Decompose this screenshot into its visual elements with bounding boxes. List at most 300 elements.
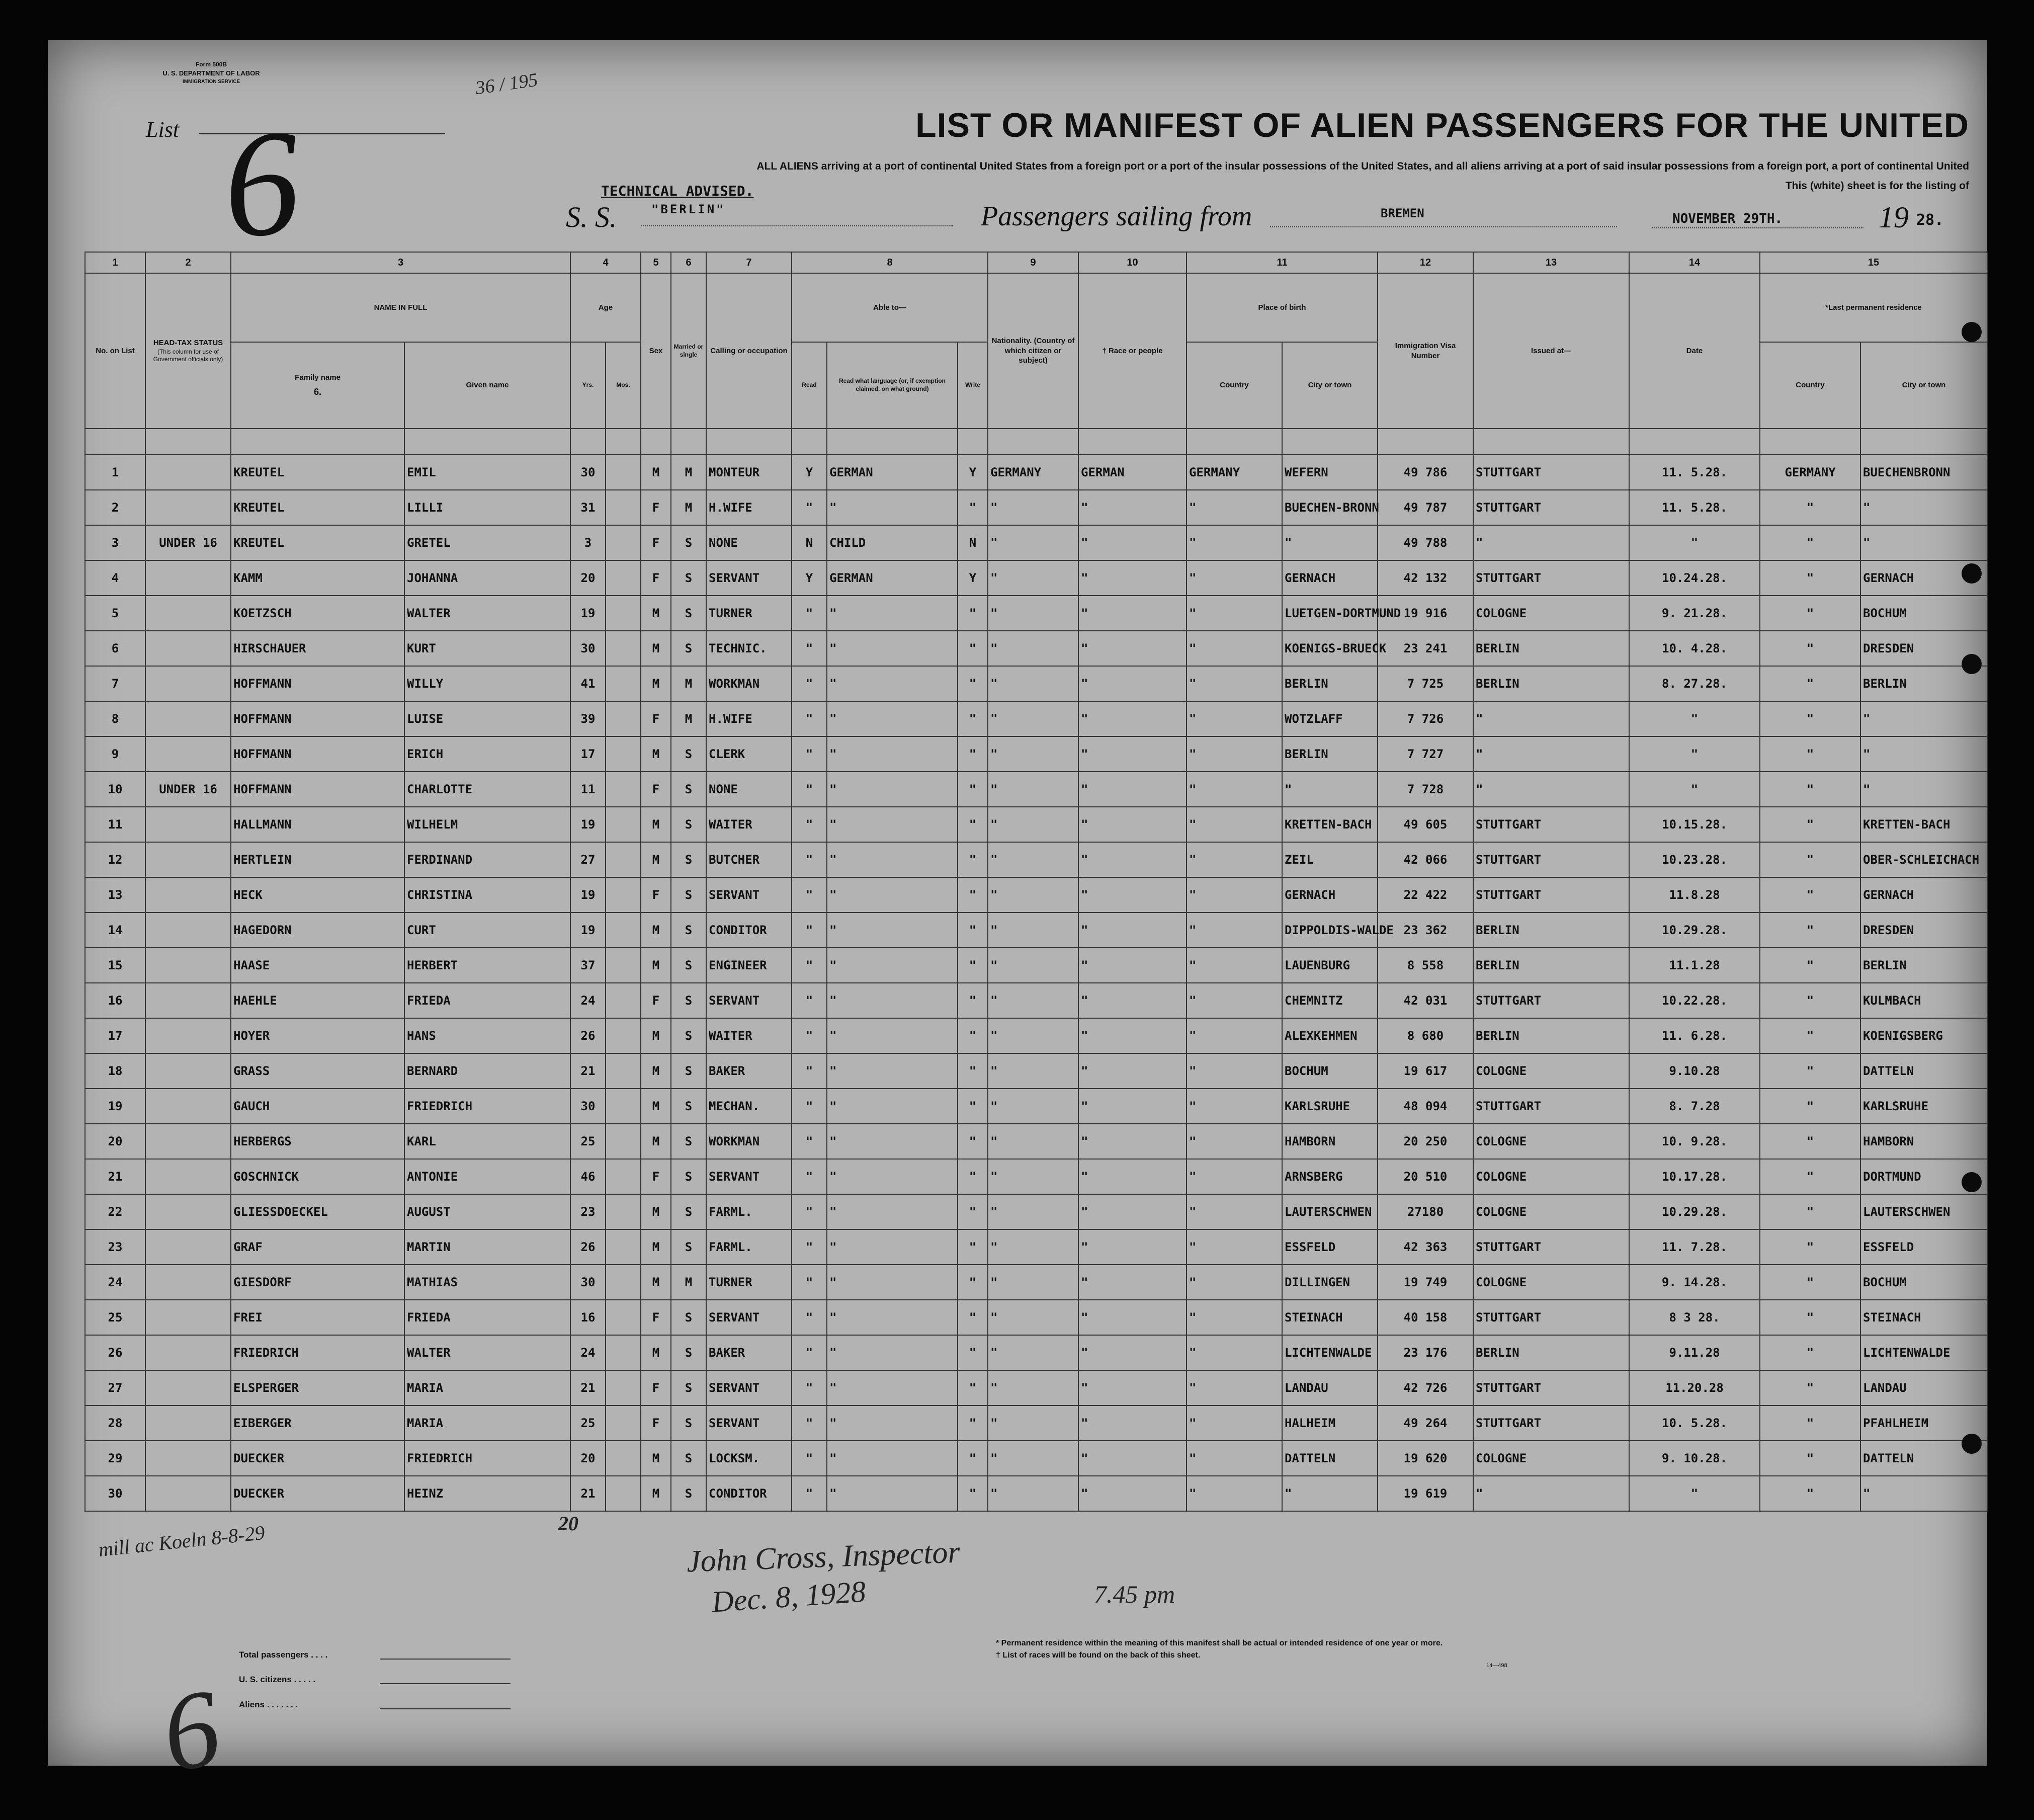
cell-res-city: KULMBACH: [1860, 983, 1987, 1018]
totals-block: [239, 1642, 327, 1717]
cell-birth-country: ": [1186, 701, 1282, 736]
cell-date: 8 3 28.: [1629, 1300, 1760, 1335]
cell-res-country: GERMANY: [1760, 455, 1860, 490]
residence-header: *Last permanent residence: [1760, 273, 1987, 342]
cell-family: HERTLEIN: [231, 842, 404, 877]
cell-no: 23: [85, 1229, 145, 1265]
cell-res-city: KOENIGSBERG: [1860, 1018, 1987, 1053]
cell-calling: SERVANT: [706, 1159, 792, 1194]
cell-sex: M: [641, 807, 671, 842]
cell-res-city: ": [1860, 490, 1987, 525]
cell-birth-country: ": [1186, 877, 1282, 913]
cell-visa: 19 916: [1378, 596, 1473, 631]
cell-given: LILLI: [404, 490, 570, 525]
cell-mos: [606, 1018, 641, 1053]
cell-family: ELSPERGER: [231, 1370, 404, 1405]
cell-res-country: ": [1760, 1300, 1860, 1335]
cell-sex: M: [641, 666, 671, 701]
cell-date: 9. 14.28.: [1629, 1265, 1760, 1300]
cell-calling: WORKMAN: [706, 666, 792, 701]
cell-issued: COLOGNE: [1473, 1441, 1629, 1476]
cell-calling: SERVANT: [706, 1405, 792, 1441]
cell-status: [145, 1053, 231, 1089]
cell-race: ": [1078, 596, 1186, 631]
cell-birth-city: DIPPOLDIS-WALDE: [1282, 913, 1378, 948]
cell-nationality: ": [988, 1194, 1078, 1229]
cell-status: [145, 948, 231, 983]
cell-sex: M: [641, 455, 671, 490]
typed-annotation: TECHNICAL ADVISED.: [601, 183, 754, 199]
cell-birth-country: ": [1186, 596, 1282, 631]
cell-date: 10. 9.28.: [1629, 1124, 1760, 1159]
cell-family: GOSCHNICK: [231, 1159, 404, 1194]
cell-language: ": [827, 772, 958, 807]
cell-birth-city: LAUENBURG: [1282, 948, 1378, 983]
cell-birth-country: ": [1186, 1476, 1282, 1511]
cell-issued: STUTTGART: [1473, 983, 1629, 1018]
cell-read: ": [792, 1300, 827, 1335]
cell-nationality: ": [988, 1089, 1078, 1124]
cell-visa: 7 728: [1378, 772, 1473, 807]
cell-race: ": [1078, 490, 1186, 525]
cell-status: [145, 807, 231, 842]
cell-age: 37: [570, 948, 606, 983]
cell-nationality: ": [988, 631, 1078, 666]
cell-given: FRIEDRICH: [404, 1441, 570, 1476]
cell-issued: STUTTGART: [1473, 807, 1629, 842]
cell-status: [145, 913, 231, 948]
cell-res-country: ": [1760, 772, 1860, 807]
cell-visa: 23 176: [1378, 1335, 1473, 1370]
cell-sex: M: [641, 1053, 671, 1089]
cell-write: ": [958, 913, 988, 948]
col-number: 11: [1186, 252, 1378, 273]
cell-res-country: ": [1760, 560, 1860, 596]
cell-read: N: [792, 525, 827, 560]
cell-given: HANS: [404, 1018, 570, 1053]
cell-mos: [606, 948, 641, 983]
cell-mos: [606, 701, 641, 736]
cell-birth-country: ": [1186, 1300, 1282, 1335]
cell-given: FRIEDA: [404, 1300, 570, 1335]
birth-city-header: City or town: [1282, 342, 1378, 429]
cell-family: KOETZSCH: [231, 596, 404, 631]
cell-birth-city: BERLIN: [1282, 666, 1378, 701]
cell-married: S: [671, 525, 706, 560]
cell-birth-country: ": [1186, 772, 1282, 807]
cell-language: ": [827, 842, 958, 877]
yrs-header: Yrs.: [570, 342, 606, 429]
cell-issued: BERLIN: [1473, 666, 1629, 701]
cell-date: 9. 21.28.: [1629, 596, 1760, 631]
cell-date: 10.24.28.: [1629, 560, 1760, 596]
passenger-row: [85, 525, 1987, 560]
cell-given: HEINZ: [404, 1476, 570, 1511]
cell-race: ": [1078, 1265, 1186, 1300]
cell-birth-country: ": [1186, 1441, 1282, 1476]
binder-hole: [1962, 1172, 1982, 1192]
cell-status: [145, 983, 231, 1018]
cell-mos: [606, 1124, 641, 1159]
cell-date: 10.23.28.: [1629, 842, 1760, 877]
cell-res-country: ": [1760, 807, 1860, 842]
cell-sex: F: [641, 701, 671, 736]
cell-status: [145, 1018, 231, 1053]
cell-issued: BERLIN: [1473, 1018, 1629, 1053]
cell-race: ": [1078, 1476, 1186, 1511]
cell-issued: BERLIN: [1473, 913, 1629, 948]
col-number: 13: [1473, 252, 1629, 273]
cell-sex: F: [641, 1370, 671, 1405]
cell-calling: TURNER: [706, 596, 792, 631]
cell-age: 21: [570, 1476, 606, 1511]
cell-language: ": [827, 1405, 958, 1441]
cell-nationality: ": [988, 666, 1078, 701]
form-number: Form 500B: [195, 61, 227, 68]
cell-mos: [606, 842, 641, 877]
cell-family: HOFFMANN: [231, 666, 404, 701]
year-prefix: 19: [1879, 201, 1909, 234]
cell-race: ": [1078, 666, 1186, 701]
cell-age: 25: [570, 1405, 606, 1441]
cell-mos: [606, 1265, 641, 1300]
cell-language: ": [827, 701, 958, 736]
cell-res-country: ": [1760, 666, 1860, 701]
cell-no: 5: [85, 596, 145, 631]
cell-issued: STUTTGART: [1473, 1229, 1629, 1265]
cell-visa: 19 617: [1378, 1053, 1473, 1089]
cell-res-city: DRESDEN: [1860, 913, 1987, 948]
cell-issued: BERLIN: [1473, 1335, 1629, 1370]
cell-visa: 19 749: [1378, 1265, 1473, 1300]
handwritten-count: 20: [558, 1512, 578, 1535]
cell-calling: SERVANT: [706, 560, 792, 596]
cell-married: S: [671, 1018, 706, 1053]
cell-nationality: ": [988, 1265, 1078, 1300]
cell-married: S: [671, 560, 706, 596]
cell-nationality: ": [988, 736, 1078, 772]
col-number: 6: [671, 252, 706, 273]
list-number: 6: [218, 98, 305, 270]
cell-visa: 48 094: [1378, 1089, 1473, 1124]
cell-birth-city: LAUTERSCHWEN: [1282, 1194, 1378, 1229]
cell-no: 15: [85, 948, 145, 983]
cell-nationality: ": [988, 560, 1078, 596]
cell-no: 11: [85, 807, 145, 842]
cell-read: ": [792, 1265, 827, 1300]
cell-birth-country: ": [1186, 1370, 1282, 1405]
cell-birth-country: ": [1186, 560, 1282, 596]
cell-age: 31: [570, 490, 606, 525]
cell-nationality: ": [988, 1018, 1078, 1053]
cell-married: M: [671, 490, 706, 525]
cell-age: 19: [570, 807, 606, 842]
no-on-list-header: No. on List: [85, 273, 145, 429]
age-header: Age: [570, 273, 641, 342]
cell-mos: [606, 736, 641, 772]
married-header: Married or single: [671, 273, 706, 429]
residence-country-header: Country: [1760, 342, 1860, 429]
write-header: Write: [958, 342, 988, 429]
cell-calling: TECHNIC.: [706, 631, 792, 666]
footnote-residence: * Permanent residence within the meaning of this manifest shall be actual or intended residence of one year or more.: [996, 1639, 1443, 1647]
cell-nationality: ": [988, 877, 1078, 913]
cell-mos: [606, 1300, 641, 1335]
cell-age: 30: [570, 455, 606, 490]
cell-res-country: ": [1760, 877, 1860, 913]
cell-write: ": [958, 1370, 988, 1405]
cell-issued: STUTTGART: [1473, 1089, 1629, 1124]
cell-res-city: ": [1860, 772, 1987, 807]
cell-married: S: [671, 948, 706, 983]
cell-calling: FARML.: [706, 1229, 792, 1265]
cell-birth-city: ESSFELD: [1282, 1229, 1378, 1265]
passenger-row: [85, 455, 1987, 490]
cell-res-city: DORTMUND: [1860, 1159, 1987, 1194]
cell-language: ": [827, 596, 958, 631]
cell-mos: [606, 1441, 641, 1476]
cell-given: ERICH: [404, 736, 570, 772]
cell-nationality: ": [988, 1300, 1078, 1335]
cell-write: ": [958, 631, 988, 666]
cell-res-city: ": [1860, 701, 1987, 736]
passenger-row: [85, 913, 1987, 948]
cell-family: HAGEDORN: [231, 913, 404, 948]
cell-date: 8. 7.28: [1629, 1089, 1760, 1124]
cell-res-city: ": [1860, 736, 1987, 772]
cell-birth-city: KARLSRUHE: [1282, 1089, 1378, 1124]
cell-birth-country: ": [1186, 1335, 1282, 1370]
cell-date: 9. 10.28.: [1629, 1441, 1760, 1476]
cell-visa: 19 620: [1378, 1441, 1473, 1476]
cell-write: ": [958, 1405, 988, 1441]
cell-no: 10: [85, 772, 145, 807]
handwritten-page-mark: 6: [153, 1665, 229, 1796]
cell-calling: H.WIFE: [706, 701, 792, 736]
cell-sex: F: [641, 1405, 671, 1441]
cell-issued: ": [1473, 701, 1629, 736]
cell-calling: BAKER: [706, 1335, 792, 1370]
cell-family: HALLMANN: [231, 807, 404, 842]
passenger-row: [85, 1194, 1987, 1229]
col-number: 5: [641, 252, 671, 273]
cell-given: WILLY: [404, 666, 570, 701]
cell-issued: COLOGNE: [1473, 596, 1629, 631]
cell-read: ": [792, 631, 827, 666]
cell-mos: [606, 1405, 641, 1441]
race-header: † Race or people: [1078, 273, 1186, 429]
cell-write: ": [958, 877, 988, 913]
cell-given: KURT: [404, 631, 570, 666]
cell-family: HOFFMANN: [231, 772, 404, 807]
cell-no: 3: [85, 525, 145, 560]
col-number: 14: [1629, 252, 1760, 273]
cell-calling: MONTEUR: [706, 455, 792, 490]
cell-language: ": [827, 1229, 958, 1265]
col-number: 3: [231, 252, 570, 273]
cell-read: ": [792, 948, 827, 983]
cell-write: ": [958, 1053, 988, 1089]
cell-read: ": [792, 913, 827, 948]
cell-issued: STUTTGART: [1473, 842, 1629, 877]
cell-family: KREUTEL: [231, 525, 404, 560]
cell-status: [145, 701, 231, 736]
cell-given: CHRISTINA: [404, 877, 570, 913]
cell-res-country: ": [1760, 1335, 1860, 1370]
cell-given: KARL: [404, 1124, 570, 1159]
cell-married: S: [671, 736, 706, 772]
passenger-row: [85, 560, 1987, 596]
passenger-row: [85, 983, 1987, 1018]
service-name: IMMIGRATION SERVICE: [182, 79, 240, 85]
cell-read: Y: [792, 455, 827, 490]
total-passengers: Total passengers . . . .: [239, 1642, 327, 1667]
cell-nationality: ": [988, 1370, 1078, 1405]
cell-status: [145, 1335, 231, 1370]
cell-date: 9.11.28: [1629, 1335, 1760, 1370]
cell-read: ": [792, 736, 827, 772]
cell-no: 4: [85, 560, 145, 596]
cell-no: 21: [85, 1159, 145, 1194]
cell-age: 3: [570, 525, 606, 560]
cell-race: ": [1078, 1159, 1186, 1194]
cell-married: S: [671, 842, 706, 877]
cell-mos: [606, 983, 641, 1018]
cell-family: HAEHLE: [231, 983, 404, 1018]
cell-visa: 23 241: [1378, 631, 1473, 666]
sailing-label: Passengers sailing from: [981, 201, 1252, 232]
cell-res-country: ": [1760, 983, 1860, 1018]
cell-race: ": [1078, 1441, 1186, 1476]
cell-birth-city: ": [1282, 772, 1378, 807]
cell-birth-country: ": [1186, 1089, 1282, 1124]
cell-nationality: ": [988, 1476, 1078, 1511]
cell-no: 20: [85, 1124, 145, 1159]
cell-read: ": [792, 1053, 827, 1089]
cell-language: ": [827, 877, 958, 913]
cell-family: HERBERGS: [231, 1124, 404, 1159]
cell-visa: 7 725: [1378, 666, 1473, 701]
cell-no: 30: [85, 1476, 145, 1511]
cell-birth-country: ": [1186, 490, 1282, 525]
cell-mos: [606, 913, 641, 948]
cell-status: [145, 1405, 231, 1441]
cell-status: [145, 1124, 231, 1159]
cell-status: [145, 1476, 231, 1511]
cell-race: ": [1078, 983, 1186, 1018]
cell-mos: [606, 560, 641, 596]
cell-birth-country: ": [1186, 666, 1282, 701]
cell-given: CHARLOTTE: [404, 772, 570, 807]
cell-family: GLIESSDOECKEL: [231, 1194, 404, 1229]
cell-family: DUECKER: [231, 1476, 404, 1511]
col-number: 8: [792, 252, 988, 273]
cell-calling: LOCKSM.: [706, 1441, 792, 1476]
cell-age: 26: [570, 1018, 606, 1053]
cell-write: ": [958, 1300, 988, 1335]
cell-write: ": [958, 1089, 988, 1124]
cell-married: M: [671, 455, 706, 490]
list-label: List: [146, 117, 180, 142]
cell-given: MARIA: [404, 1405, 570, 1441]
cell-calling: SERVANT: [706, 877, 792, 913]
cell-read: ": [792, 1018, 827, 1053]
cell-married: M: [671, 1265, 706, 1300]
cell-sex: F: [641, 877, 671, 913]
date-header: Date: [1629, 273, 1760, 429]
cell-calling: MECHAN.: [706, 1089, 792, 1124]
cell-sex: M: [641, 1018, 671, 1053]
port-line: [1270, 226, 1617, 227]
cell-married: S: [671, 596, 706, 631]
cell-res-country: ": [1760, 842, 1860, 877]
cell-married: S: [671, 1194, 706, 1229]
cell-birth-city: BOCHUM: [1282, 1053, 1378, 1089]
cell-no: 1: [85, 455, 145, 490]
cell-sex: M: [641, 948, 671, 983]
cell-status: [145, 877, 231, 913]
cell-visa: 8 680: [1378, 1018, 1473, 1053]
cell-race: ": [1078, 701, 1186, 736]
cell-mos: [606, 772, 641, 807]
cell-married: S: [671, 913, 706, 948]
cell-date: 10.29.28.: [1629, 913, 1760, 948]
cell-race: ": [1078, 842, 1186, 877]
cell-calling: TURNER: [706, 1265, 792, 1300]
cell-write: ": [958, 490, 988, 525]
cell-no: 2: [85, 490, 145, 525]
cell-sex: M: [641, 1265, 671, 1300]
cell-no: 9: [85, 736, 145, 772]
cell-res-country: ": [1760, 1159, 1860, 1194]
cell-res-city: BERLIN: [1860, 666, 1987, 701]
cell-age: 39: [570, 701, 606, 736]
cell-status: [145, 1089, 231, 1124]
cell-race: ": [1078, 1089, 1186, 1124]
cell-issued: ": [1473, 772, 1629, 807]
cell-mos: [606, 807, 641, 842]
cell-date: 11. 5.28.: [1629, 455, 1760, 490]
cell-race: ": [1078, 877, 1186, 913]
cell-res-city: DATTELN: [1860, 1441, 1987, 1476]
cell-birth-city: GERNACH: [1282, 877, 1378, 913]
cell-mos: [606, 1159, 641, 1194]
cell-age: 16: [570, 1300, 606, 1335]
cell-married: S: [671, 983, 706, 1018]
cell-date: 11. 5.28.: [1629, 490, 1760, 525]
cell-sex: M: [641, 1476, 671, 1511]
cell-write: ": [958, 1441, 988, 1476]
cell-res-country: ": [1760, 490, 1860, 525]
col-number: 1: [85, 252, 145, 273]
cell-race: ": [1078, 807, 1186, 842]
cell-res-country: ": [1760, 1441, 1860, 1476]
cell-res-country: ": [1760, 1018, 1860, 1053]
cell-age: 24: [570, 983, 606, 1018]
passenger-row: [85, 807, 1987, 842]
cell-sex: F: [641, 1300, 671, 1335]
cell-res-city: LICHTENWALDE: [1860, 1335, 1987, 1370]
cell-mos: [606, 596, 641, 631]
cell-age: 17: [570, 736, 606, 772]
cell-res-country: ": [1760, 913, 1860, 948]
cell-birth-country: GERMANY: [1186, 455, 1282, 490]
cell-sex: M: [641, 631, 671, 666]
col-number: 7: [706, 252, 792, 273]
cell-birth-city: DILLINGEN: [1282, 1265, 1378, 1300]
cell-write: ": [958, 807, 988, 842]
cell-no: 29: [85, 1441, 145, 1476]
